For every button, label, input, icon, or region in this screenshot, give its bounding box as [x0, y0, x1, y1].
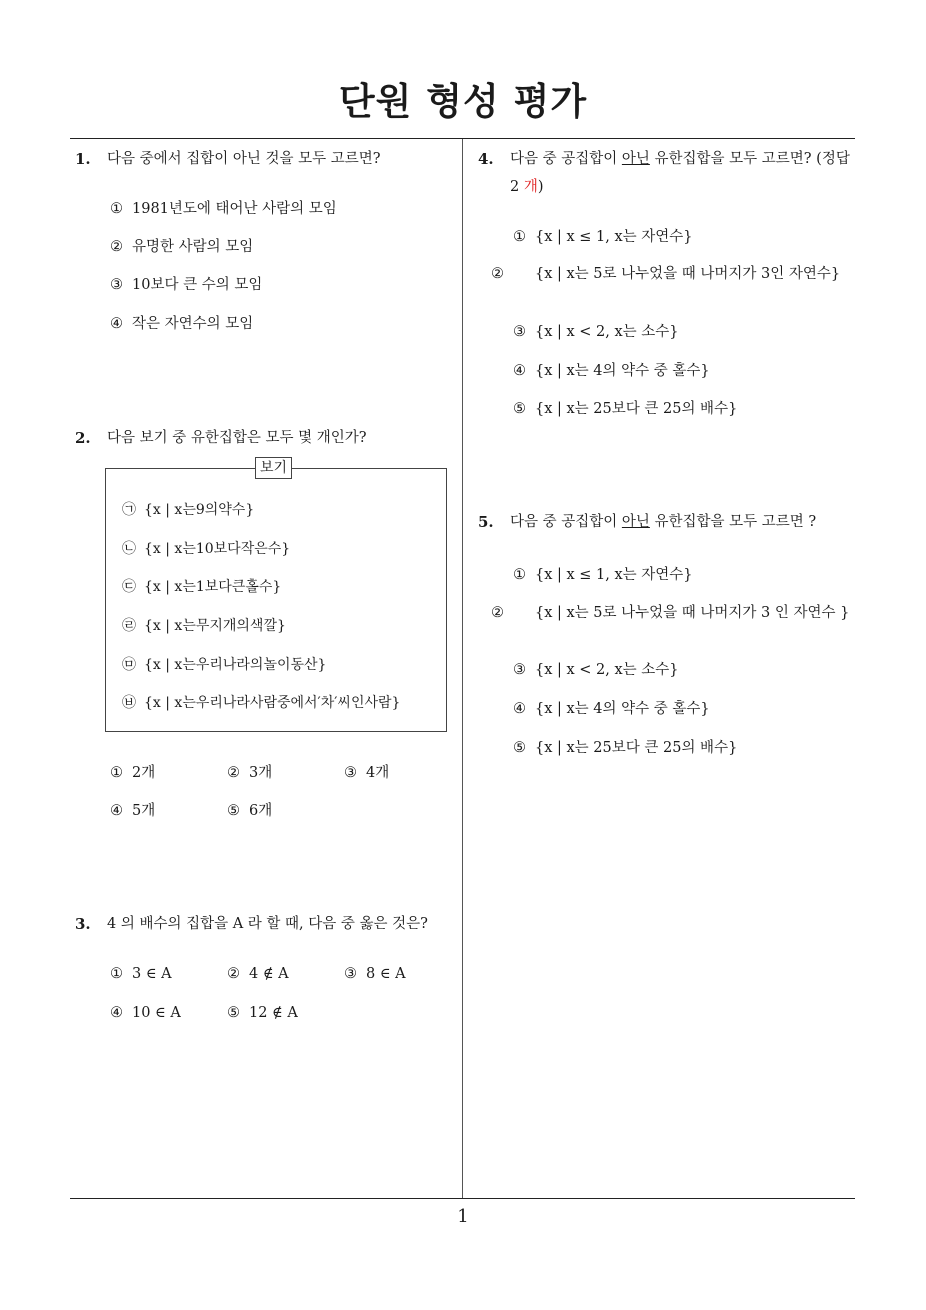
q4-option-2[interactable]: ② {x | x는 5로 나누었을 때 나머지가 3인 자연수} — [491, 266, 841, 282]
q3-option-3[interactable]: ③ 8 ∈ A — [344, 966, 406, 982]
question-3-number: 3. — [75, 915, 91, 933]
question-3 — [75, 910, 455, 938]
question-1 — [75, 145, 455, 173]
q2-option-3[interactable]: ③ 4개 — [344, 765, 390, 781]
highlight-word: 개 — [523, 179, 538, 195]
q3-option-1[interactable]: ① 3 ∈ A — [110, 966, 172, 982]
question-1-text: 다음 중에서 집합이 아닌 것을 모두 고르면? — [107, 151, 381, 167]
box-item-1: ㉠ {x | x는9의약수} — [122, 502, 255, 518]
question-3-text: 4 의 배수의 집합을 A 라 할 때, 다음 중 옳은 것은? — [107, 916, 428, 932]
box-item-5: ㉤ {x | x는우리나라의놀이동산} — [122, 657, 327, 673]
page-title: 단원 형성 평가 — [338, 80, 588, 123]
q5-option-5[interactable]: ⑤ {x | x는 25보다 큰 25의 배수} — [513, 740, 738, 756]
q3-option-5[interactable]: ⑤ 12 ∉ A — [227, 1005, 298, 1021]
q3-option-4[interactable]: ④ 10 ∈ A — [110, 1005, 181, 1021]
box-item-4: ㉣ {x | x는무지개의색깔} — [122, 618, 286, 634]
box-item-2: ㉡ {x | x는10보다작은수} — [122, 541, 291, 557]
question-5 — [478, 508, 858, 536]
column-divider — [462, 139, 463, 1199]
q5-option-3[interactable]: ③ {x | x < 2, x는 소수} — [513, 662, 679, 678]
question-5-text: 다음 중 공집합이 아닌 유한집합을 모두 고르면 ? — [510, 514, 817, 530]
q1-option-2[interactable]: ② 유명한 사람의 모임 — [110, 239, 254, 255]
q1-option-3[interactable]: ③ 10보다 큰 수의 모임 — [110, 277, 263, 293]
example-box-label: 보기 — [255, 457, 292, 479]
question-2 — [75, 424, 455, 452]
q4-option-3[interactable]: ③ {x | x < 2, x는 소수} — [513, 324, 679, 340]
q1-option-4[interactable]: ④ 작은 자연수의 모임 — [110, 316, 254, 332]
question-2-number: 2. — [75, 429, 91, 447]
q2-option-2[interactable]: ② 3개 — [227, 765, 273, 781]
question-5-number: 5. — [478, 513, 494, 531]
q4-option-4[interactable]: ④ {x | x는 4의 약수 중 홀수} — [513, 363, 710, 379]
q5-option-1[interactable]: ① {x | x ≤ 1, x는 자연수} — [513, 567, 693, 583]
q5-option-4[interactable]: ④ {x | x는 4의 약수 중 홀수} — [513, 701, 710, 717]
question-2-text: 다음 보기 중 유한집합은 모두 몇 개인가? — [107, 430, 367, 446]
question-4-text: 다음 중 공집합이 아닌 유한집합을 모두 고르면? (정답 2 개) — [510, 151, 850, 195]
q3-option-2[interactable]: ② 4 ∉ A — [227, 966, 289, 982]
underlined-word: 아닌 — [621, 514, 650, 530]
question-1-number: 1. — [75, 150, 91, 168]
q5-option-2[interactable]: ② {x | x는 5로 나누었을 때 나머지가 3 인 자연수 } — [491, 605, 850, 621]
underlined-word: 아닌 — [621, 151, 650, 167]
box-item-6: ㉥ {x | x는우리나라사람중에서′차′씨인사람} — [122, 695, 401, 711]
page-number: 1 — [457, 1206, 469, 1227]
q4-option-5[interactable]: ⑤ {x | x는 25보다 큰 25의 배수} — [513, 401, 738, 417]
q4-option-1[interactable]: ① {x | x ≤ 1, x는 자연수} — [513, 229, 693, 245]
box-item-3: ㉢ {x | x는1보다큰홀수} — [122, 579, 282, 595]
q2-option-4[interactable]: ④ 5개 — [110, 803, 156, 819]
q2-option-1[interactable]: ① 2개 — [110, 765, 156, 781]
q2-option-5[interactable]: ⑤ 6개 — [227, 803, 273, 819]
q1-option-1[interactable]: ① 1981년도에 태어난 사람의 모임 — [110, 201, 337, 217]
question-4-number: 4. — [478, 150, 494, 168]
question-4 — [478, 145, 858, 201]
bottom-rule — [70, 1198, 855, 1199]
